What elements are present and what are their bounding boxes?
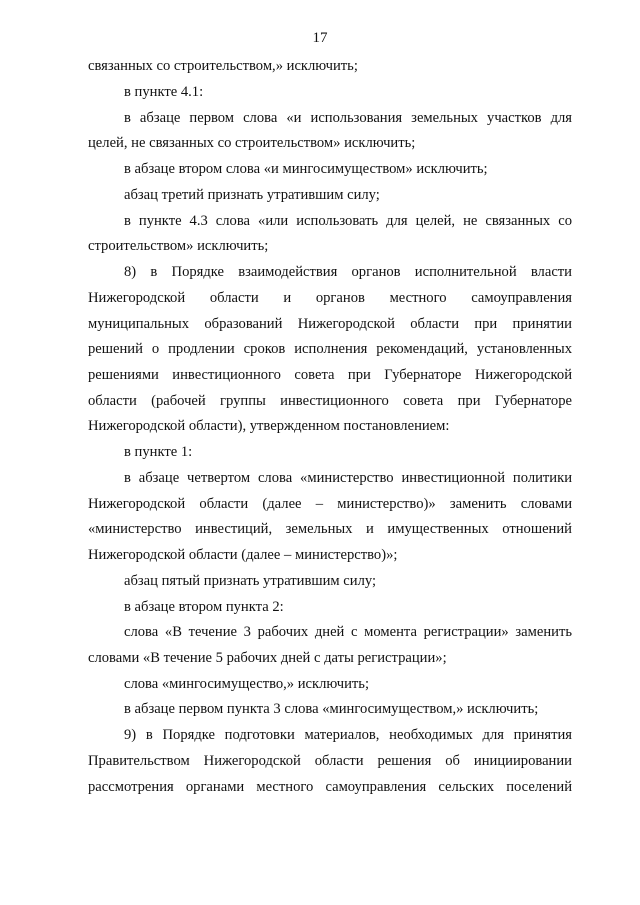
text-line: в абзаце первом пункта 3 слова «мингосимуществом,» исключить; — [124, 701, 539, 717]
text-line: области (рабочей группы инвестиционного совета при Губернаторе — [88, 393, 572, 409]
text-line: словами «В течение 5 рабочих дней с даты регистрации»; — [88, 650, 447, 666]
text-line: Нижегородской области (далее – министерство)»; — [88, 547, 398, 563]
text-line: Нижегородской области и органов местного самоуправления — [88, 290, 572, 306]
text-line: строительством» исключить; — [88, 238, 269, 254]
text-line: рассмотрения органами местного самоуправления сельских поселений — [88, 779, 572, 795]
text-line: решениями инвестиционного совета при Губернаторе Нижегородской — [88, 367, 572, 383]
text-line: абзац пятый признать утратившим силу; — [124, 573, 377, 589]
text-line: 9) в Порядке подготовки материалов, необходимых для принятия — [124, 727, 572, 743]
text-line: муниципальных образований Нижегородской области при принятии — [88, 316, 572, 332]
text-line: в пункте 4.1: — [124, 84, 204, 100]
text-line: в абзаце первом слова «и использования земельных участков для — [124, 110, 572, 126]
text-line: Нижегородской области (далее – министерство)» заменить словами — [88, 496, 572, 512]
text-line: Правительством Нижегородской области решения об инициировании — [88, 753, 572, 769]
text-line: решений о продлении сроков исполнения рекомендаций, установленных — [88, 341, 572, 357]
text-line: 8) в Порядке взаимодействия органов исполнительной власти — [124, 264, 572, 280]
text-line: в пункте 4.3 слова «или использовать для целей, не связанных со — [124, 213, 572, 229]
text-line: «министерство инвестиций, земельных и имущественных отношений — [88, 521, 572, 537]
text-line: слова «мингосимущество,» исключить; — [124, 676, 369, 692]
text-line: Нижегородской области), утвержденном постановлением: — [88, 418, 450, 434]
text-line: связанных со строительством,» исключить; — [88, 58, 358, 74]
page-number: 17 — [312, 30, 328, 46]
text-line: в абзаце втором пункта 2: — [124, 599, 284, 615]
text-line: целей, не связанных со строительством» исключить; — [88, 135, 416, 151]
text-line: в абзаце втором слова «и мингосимуществом» исключить; — [124, 161, 488, 177]
text-line: слова «В течение 3 рабочих дней с момента регистрации» заменить — [124, 624, 572, 640]
text-line: абзац третий признать утратившим силу; — [124, 187, 380, 203]
text-line: в абзаце четвертом слова «министерство инвестиционной политики — [124, 470, 572, 486]
text-line: в пункте 1: — [124, 444, 193, 460]
